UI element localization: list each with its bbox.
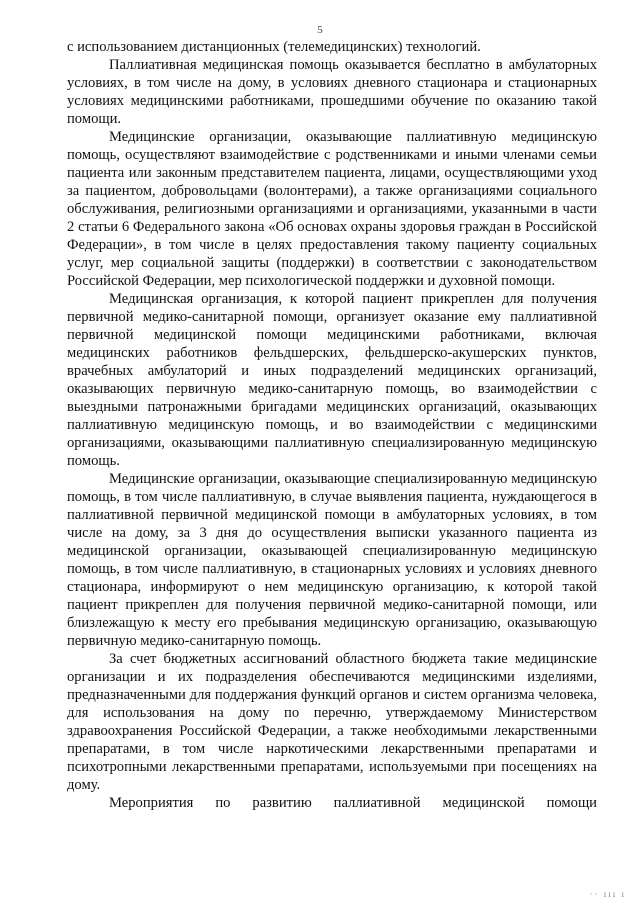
paragraph: Мероприятия по развитию паллиативной медицинской помощи	[109, 795, 597, 811]
page-number: 5	[317, 24, 323, 36]
paragraph: Паллиативная медицинская помощь оказывается бесплатно в амбулаторных условиях, в том числе на дому, в условиях дневного стационара и стационарных условиях медицинскими работниками, прошедшими обучение по оказанию такой помощи.	[67, 57, 597, 127]
paragraph: Медицинские организации, оказывающие паллиативную медицинскую помощь, осуществляют взаимодействие с родственниками и иными членами семьи пациента или законным представителем пациента, лицами, осуществляющими уход за пациентом, добровольцами (волонтерами), а также организациями социального обслуживания, религиозными организациями и организациями, указанными в части 2 статьи 6 Федерального закона «Об основах охраны здоровья граждан в Российской Федерации», в том числе в целях предоставления такому пациенту социальных услуг, мер социальной защиты (поддержки) в соответствии с законодательством Российской Федерации, мер психологической поддержки и духовной помощи.	[67, 129, 597, 289]
document-body	[67, 38, 597, 812]
paragraph: За счет бюджетных ассигнований областного бюджета такие медицинские организации и их подразделения обеспечиваются медицинскими изделиями, предназначенными для поддержания функций органов и систем организма человека, для использования на дому по перечню, утверждаемому Министерством здравоохранения Российской Федерации, а также необходимыми лекарственными препаратами, в том числе наркотическими лекарственными препаратами и психотропными лекарственными препаратами, используемыми при посещениях на дому.	[67, 651, 597, 793]
footer-mark: ·· ııı ı	[589, 889, 626, 899]
paragraph-continuation: с использованием дистанционных (телемедицинских) технологий.	[67, 39, 481, 55]
paragraph: Медицинская организация, к которой пациент прикреплен для получения первичной медико-санитарной помощи, организует оказание ему паллиативной первичной медицинской помощи медицинскими работниками, включая медицинских работников фельдшерских, фельдшерско-акушерских пунктов, врачебных амбулаторий и иных подразделений медицинских организаций, оказывающих первичную медико-санитарную помощь, во взаимодействии с выездными патронажными бригадами медицинских организаций, оказывающих паллиативную медицинскую помощь, и во взаимодействии с медицинскими организациями, оказывающими паллиативную специализированную медицинскую помощь.	[67, 291, 597, 469]
paragraph: Медицинские организации, оказывающие специализированную медицинскую помощь, в том числе паллиативную, в случае выявления пациента, нуждающегося в паллиативной первичной медицинской помощи в амбулаторных условиях, в том числе на дому, за 3 дня до осуществления выписки указанного пациента из медицинской организации, оказывающей специализированную медицинскую помощь, в том числе паллиативную, в стационарных условиях и условиях дневного стационара, информируют о нем медицинскую организацию, к которой такой пациент прикреплен для получения первичной медико-санитарной помощи, или близлежащую к месту его пребывания медицинскую организацию, оказывающую первичную медико-санитарную помощь.	[67, 471, 597, 649]
